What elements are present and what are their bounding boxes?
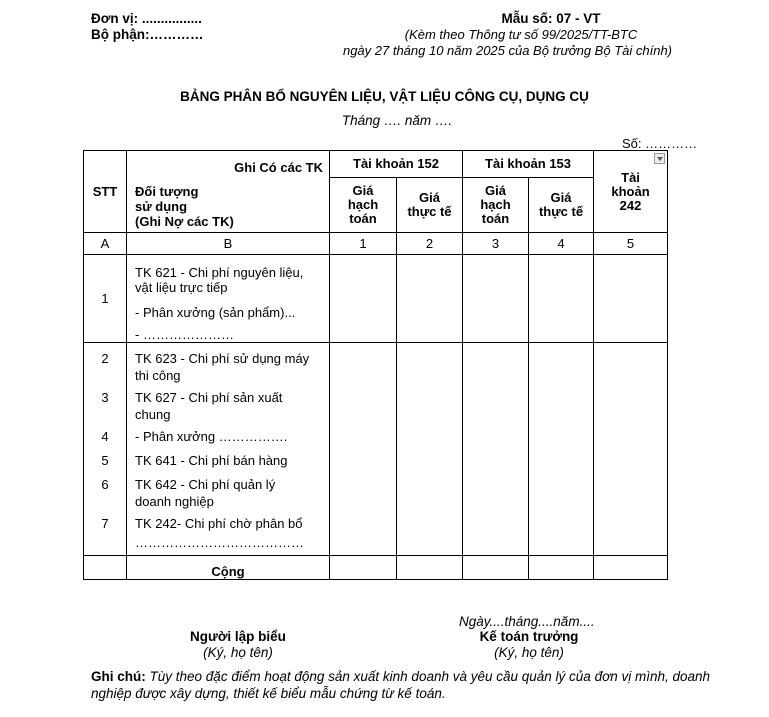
- debit-object-label: Đối tượng sử dụng (Ghi Nợ các TK): [135, 184, 234, 229]
- unit-label: Đơn vị: ................: [91, 11, 202, 26]
- preparer-signature-block: [168, 629, 308, 661]
- total-label: Cộng: [127, 556, 330, 580]
- index-cell: A: [84, 233, 127, 255]
- index-cell: 1: [330, 233, 397, 255]
- value-cell: [463, 556, 529, 580]
- preparer-sign-hint: (Ký, họ tên): [203, 645, 273, 660]
- acc153-accounting-price-header: Giá hạch toán: [463, 178, 529, 233]
- table-row: [84, 343, 668, 556]
- value-cell: [463, 255, 529, 343]
- value-cell: [397, 343, 463, 556]
- value-cell: [397, 556, 463, 580]
- index-cell: 4: [529, 233, 594, 255]
- value-cell: [330, 556, 397, 580]
- total-row: [84, 556, 668, 580]
- value-cell: [397, 255, 463, 343]
- acc152-actual-price-header: Giá thực tế: [397, 178, 463, 233]
- index-cell: 2: [397, 233, 463, 255]
- value-cell: [330, 343, 397, 556]
- value-cell: [594, 556, 668, 580]
- chief-accountant-sign-hint: (Ký, họ tên): [494, 645, 564, 660]
- period-label: Tháng …. năm ….: [341, 113, 453, 128]
- account-153-header: Tài khoản 153: [463, 151, 594, 178]
- value-cell: [463, 343, 529, 556]
- document-title: BẢNG PHÂN BỔ NGUYÊN LIỆU, VẬT LIỆU CÔNG CỤ, DỤNG CỤ: [180, 89, 589, 104]
- circular-reference-line1: (Kèm theo Thông tư số 99/2025/TT-BTC: [404, 27, 638, 42]
- note: [91, 668, 731, 702]
- stt-cell: 2 3 4 5 6 7: [84, 343, 127, 556]
- value-cell: [330, 255, 397, 343]
- note-text: Tùy theo đặc điểm hoạt động sản xuất kinh doanh và yêu cầu quản lý của đơn vị mình, doanh nghiệp được xây dựng, thiết kế biểu mẫu chứng từ kế toán.: [91, 669, 711, 701]
- form-number: Mẫu số: 07 - VT: [501, 11, 601, 26]
- stt-cell: 1: [84, 255, 127, 343]
- chief-accountant-title: Kế toán trưởng: [479, 629, 579, 644]
- value-cell: [594, 255, 668, 343]
- filter-dropdown-icon[interactable]: [654, 153, 665, 164]
- object-cell: TK 623 - Chi phí sử dụng máy thi công TK 627 - Chi phí sản xuất chung - Phân xưởng ……………. TK 641 - Chi phí bán hàng TK 642 - Chi phí quản lý doanh nghiệp TK 242- Chi phí chờ phân bổ …………………………………: [127, 343, 330, 556]
- signature-date: Ngày....tháng....năm....: [459, 614, 595, 629]
- note-label: Ghi chú:: [91, 669, 146, 684]
- circular-reference-line2: ngày 27 tháng 10 năm 2025 của Bộ trưởng Bộ Tài chính): [342, 43, 672, 58]
- chief-accountant-signature-block: [459, 629, 599, 661]
- preparer-title: Người lập biểu: [190, 629, 286, 644]
- value-cell: [529, 556, 594, 580]
- object-cell: TK 621 - Chi phí nguyên liệu, vật liệu trực tiếp - Phân xưởng (sản phẩm)... - …………………: [127, 255, 330, 343]
- col-object-header: [127, 151, 330, 233]
- credit-accounts-label: Ghi Có các TK: [234, 160, 323, 175]
- index-row: [84, 233, 668, 255]
- document-number: Số: …………: [622, 136, 698, 151]
- acc152-accounting-price-header: Giá hạch toán: [330, 178, 397, 233]
- col-stt-header: STT: [84, 151, 127, 233]
- value-cell: [529, 343, 594, 556]
- acc153-actual-price-header: Giá thực tế: [529, 178, 594, 233]
- table-row: [84, 255, 668, 343]
- account-152-header: Tài khoản 152: [330, 151, 463, 178]
- stt-cell: [84, 556, 127, 580]
- index-cell: 5: [594, 233, 668, 255]
- header-form-block: [330, 11, 672, 59]
- allocation-table: [83, 150, 668, 580]
- index-cell: 3: [463, 233, 529, 255]
- account-242-header: Tài khoản 242: [594, 151, 668, 233]
- header-unit-block: [91, 11, 204, 43]
- department-label: Bộ phận:…………: [91, 27, 204, 42]
- value-cell: [529, 255, 594, 343]
- header-row-1: [84, 151, 668, 178]
- index-cell: B: [127, 233, 330, 255]
- value-cell: [594, 343, 668, 556]
